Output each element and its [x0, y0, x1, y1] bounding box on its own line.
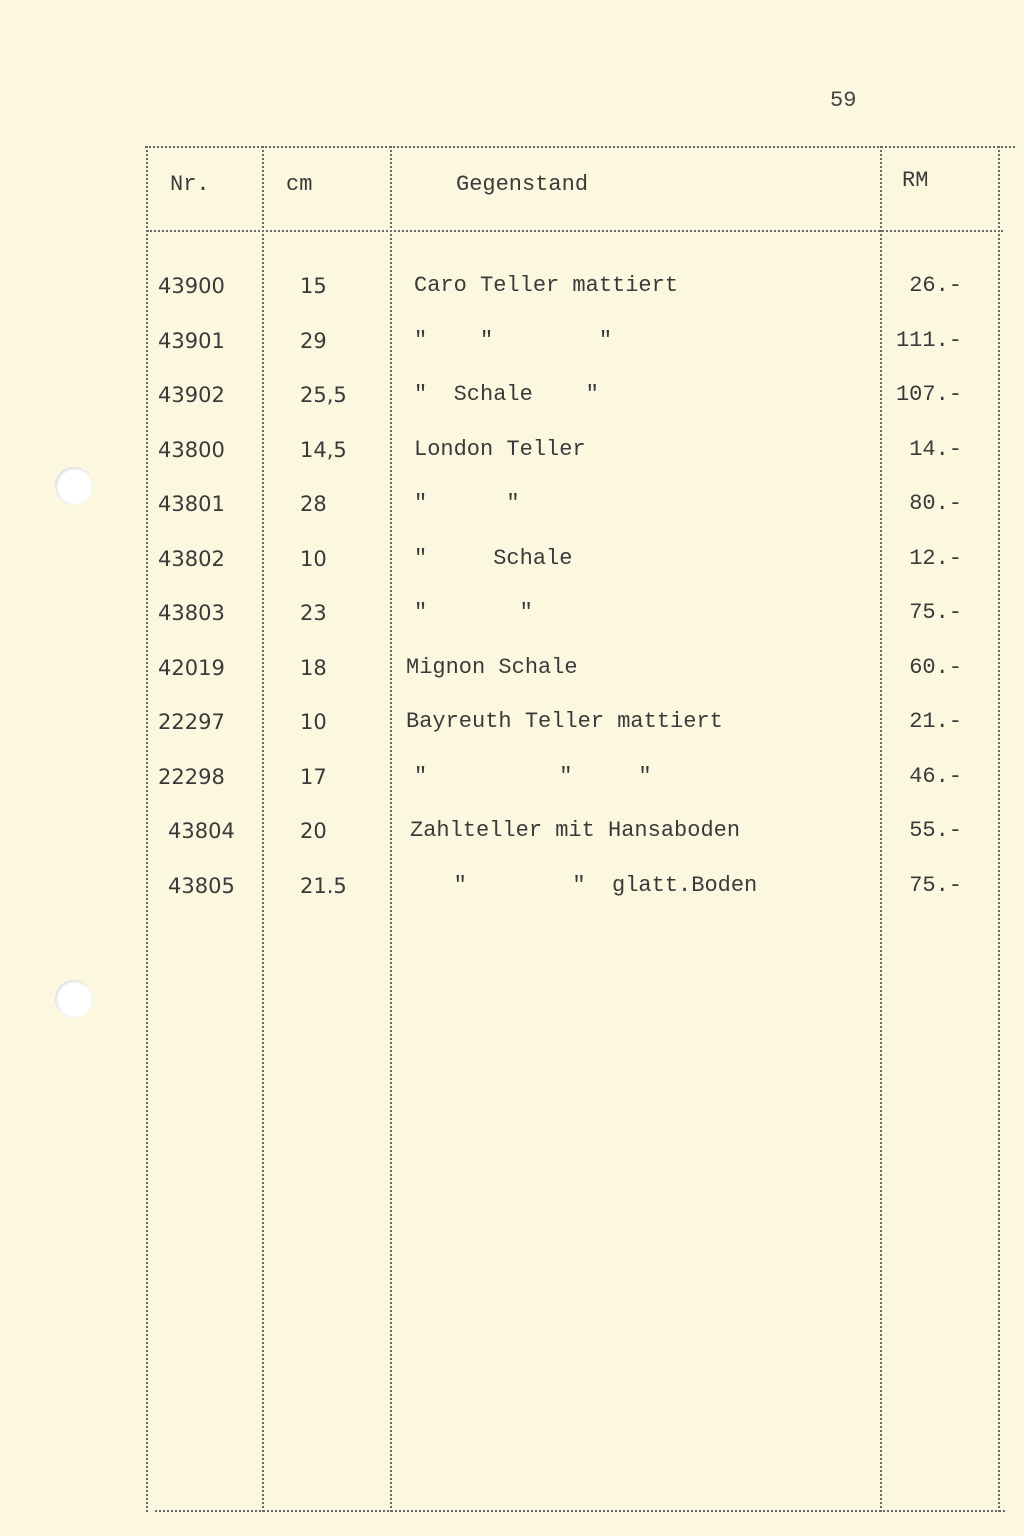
punch-hole-bottom	[55, 980, 93, 1018]
cell-item: " " "	[414, 763, 652, 789]
cell-price: 12.-	[909, 545, 962, 571]
cell-nr: 22297	[158, 710, 225, 734]
table-top-rule	[145, 146, 1015, 148]
cell-cm: 20	[300, 819, 327, 843]
cell-cm: 21.5	[300, 873, 347, 898]
cell-price: 26.-	[909, 273, 962, 298]
cell-price: 80.-	[909, 491, 962, 516]
cell-item: Zahlteller mit Hansaboden	[410, 818, 741, 843]
cell-nr: 43900	[158, 274, 225, 298]
cell-item: Caro Teller mattiert	[414, 273, 679, 298]
page-number: 59	[830, 88, 857, 113]
cell-nr: 43800	[158, 437, 225, 462]
cell-price: 75.-	[909, 872, 962, 898]
col-rule-right	[998, 146, 1000, 1512]
cell-item: " Schale	[414, 545, 573, 571]
table-bottom-rule	[155, 1510, 1005, 1512]
cell-nr: 43803	[158, 601, 225, 625]
cell-cm: 28	[300, 492, 327, 516]
cell-item: Bayreuth Teller mattiert	[406, 709, 723, 734]
col-rule-nr	[262, 146, 264, 1512]
cell-price: 46.-	[909, 763, 962, 789]
cell-item: Mignon Schale	[406, 654, 578, 680]
cell-price: 14.-	[909, 436, 962, 462]
header-nr: Nr.	[170, 172, 210, 197]
cell-cm: 10	[300, 546, 327, 571]
col-rule-left	[146, 146, 148, 1512]
cell-item: " " glatt.Boden	[414, 872, 758, 898]
cell-price: 107.-	[895, 382, 962, 407]
punch-hole-top	[55, 467, 93, 505]
cell-nr: 43801	[158, 492, 225, 516]
cell-cm: 23	[300, 601, 327, 625]
header-cm: cm	[286, 172, 313, 197]
col-rule-item	[880, 146, 882, 1512]
cell-item: " "	[414, 491, 520, 516]
header-bottom-rule	[147, 230, 1003, 232]
cell-item: " " "	[414, 327, 613, 353]
cell-item: London Teller	[414, 436, 586, 462]
cell-cm: 18	[300, 655, 327, 680]
cell-nr: 42019	[158, 655, 225, 680]
cell-item: " Schale "	[414, 382, 599, 407]
cell-price: 60.-	[909, 654, 962, 680]
cell-price: 55.-	[909, 818, 962, 843]
cell-nr: 43805	[168, 873, 235, 898]
cell-cm: 29	[300, 328, 327, 353]
header-item: Gegenstand	[456, 172, 589, 197]
cell-nr: 22298	[158, 764, 225, 789]
cell-cm: 25,5	[300, 383, 347, 407]
cell-nr: 43901	[158, 328, 225, 353]
cell-nr: 43804	[168, 819, 235, 843]
cell-cm: 10	[300, 710, 327, 734]
cell-cm: 15	[300, 274, 327, 298]
cell-price: 75.-	[909, 600, 962, 625]
cell-price: 21.-	[909, 709, 962, 734]
col-rule-cm	[390, 146, 392, 1512]
cell-item: " "	[414, 600, 533, 625]
header-price: RM	[902, 168, 929, 193]
cell-cm: 17	[300, 764, 327, 789]
cell-cm: 14,5	[300, 437, 347, 462]
cell-price: 111.-	[895, 327, 962, 353]
cell-nr: 43802	[158, 546, 225, 571]
cell-nr: 43902	[158, 383, 225, 407]
